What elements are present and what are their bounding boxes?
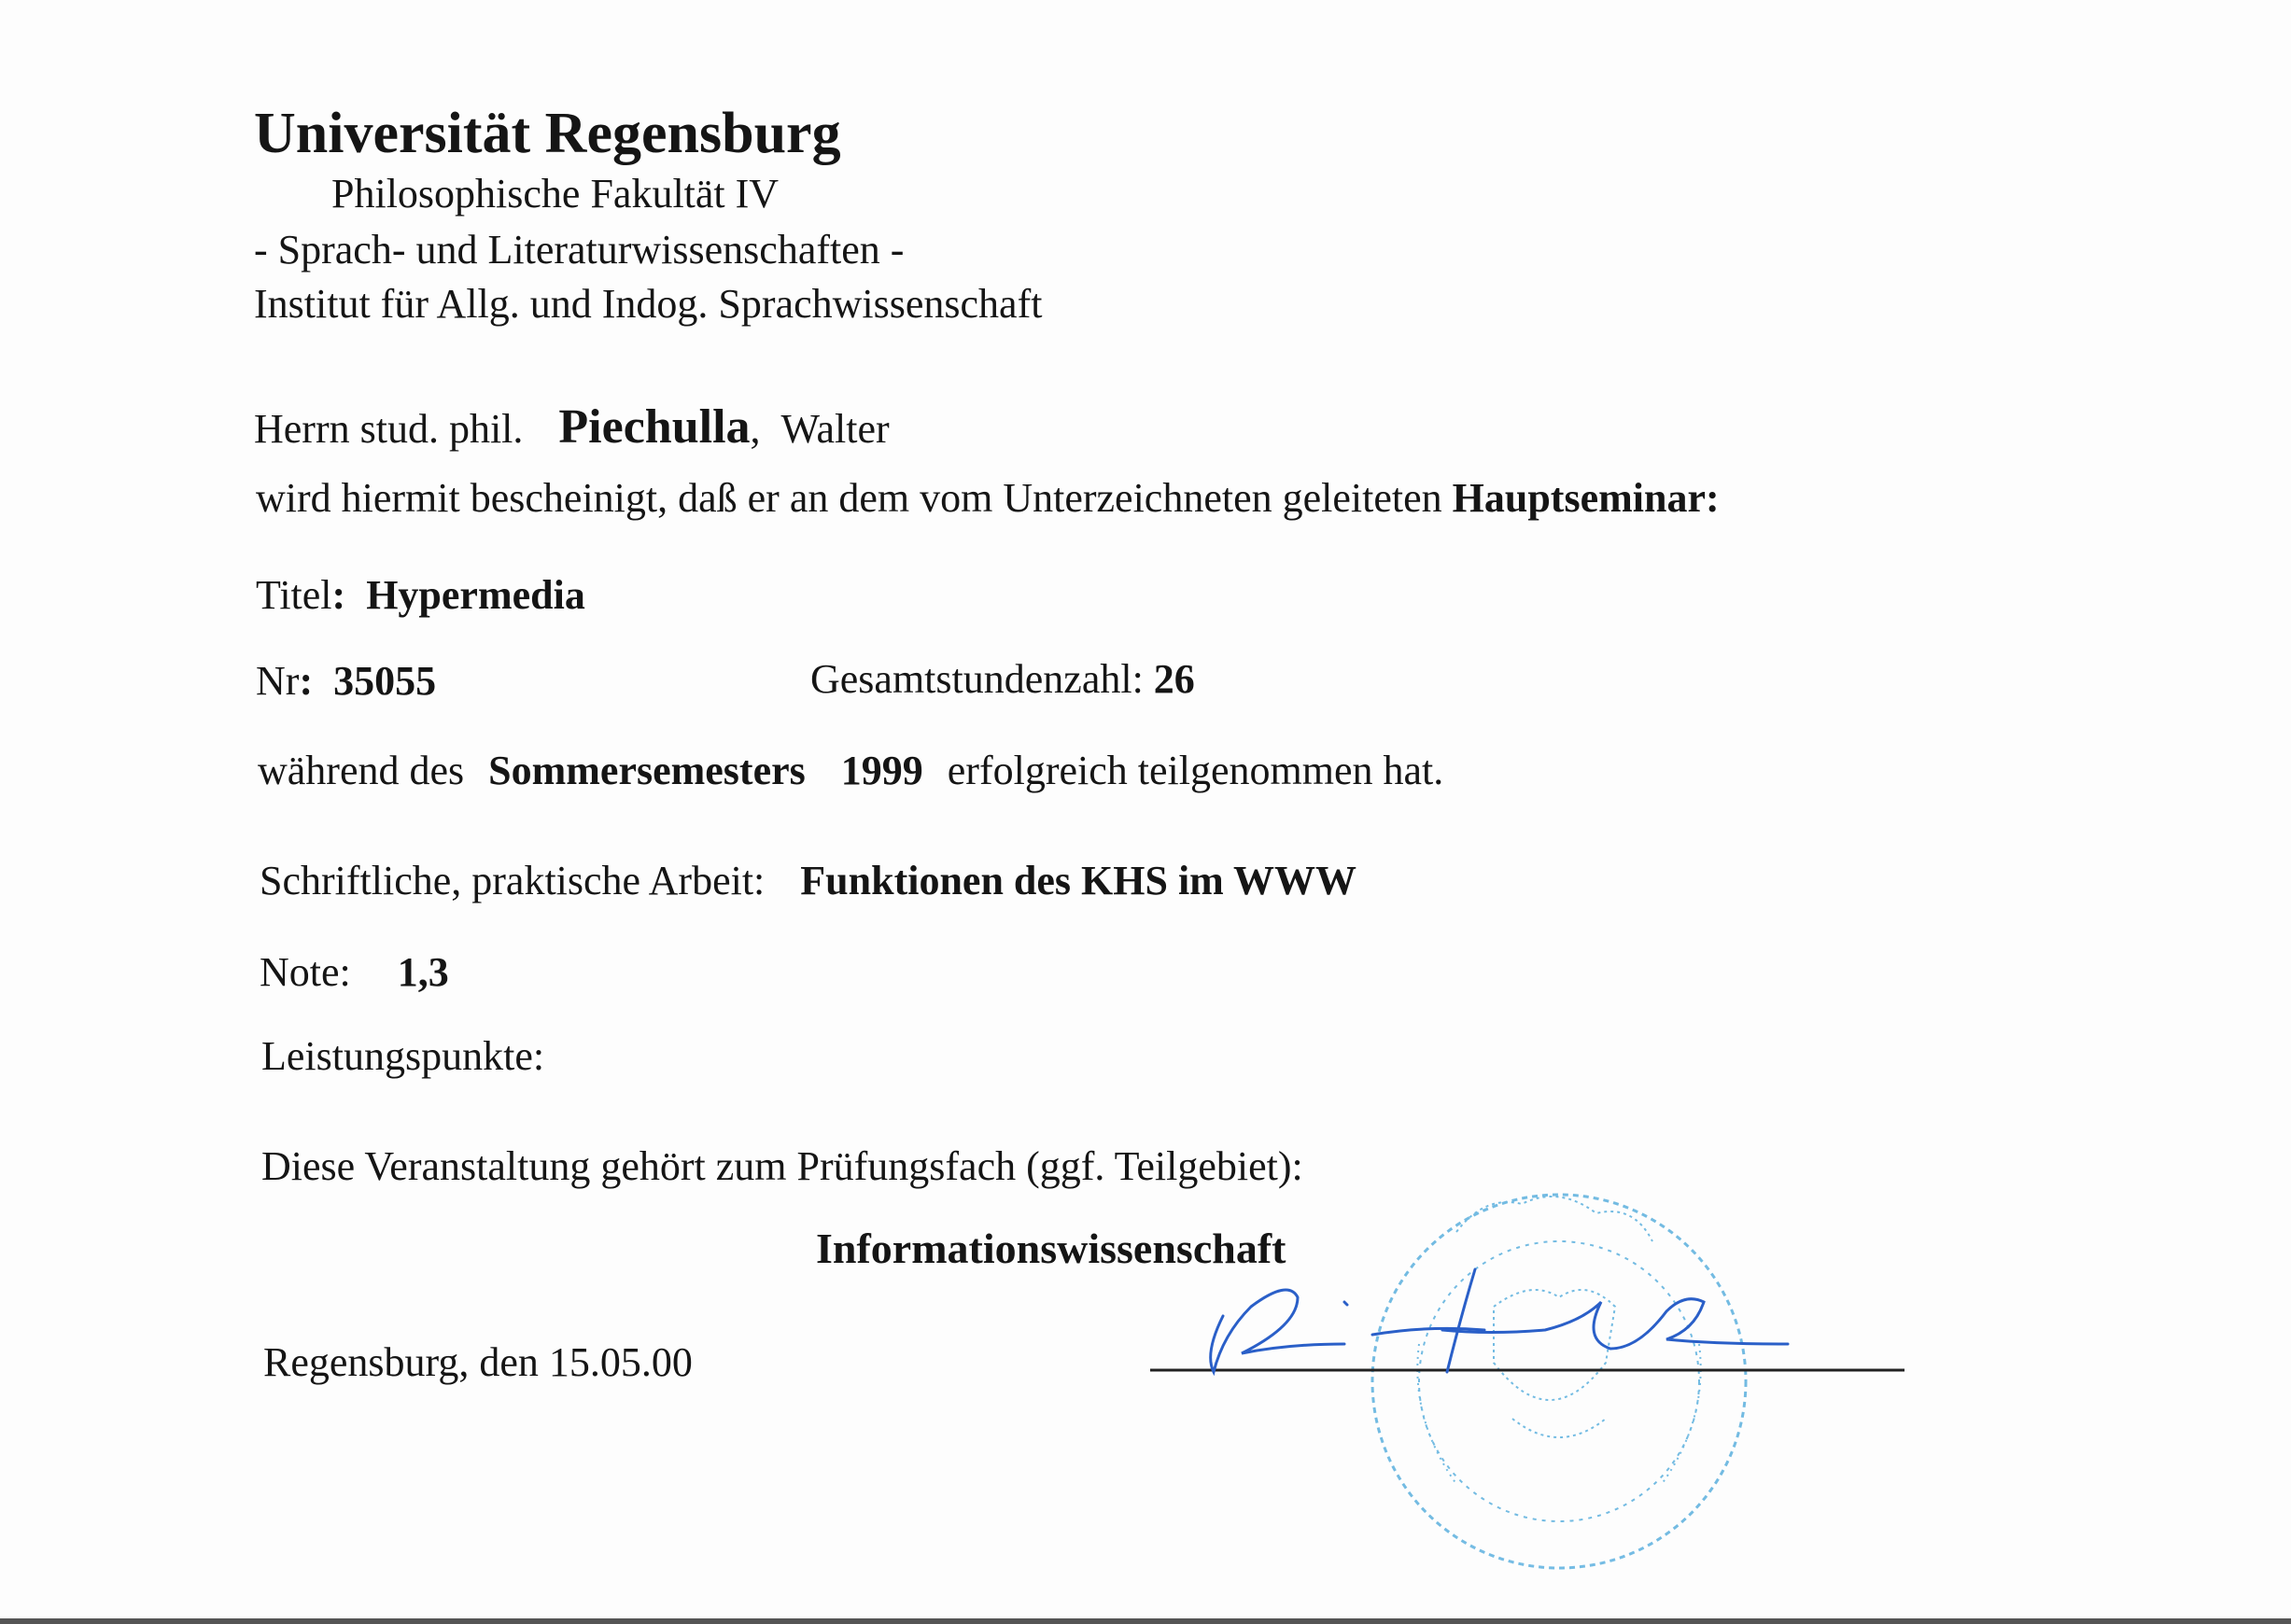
semester-year: 1999 bbox=[840, 748, 923, 793]
institute-name: Institut für Allg. und Indog. Sprachwissenschaft bbox=[254, 281, 1043, 327]
course-number-line bbox=[256, 658, 437, 704]
faculty-name: Philosophische Fakultät IV bbox=[331, 171, 780, 217]
recipient-line bbox=[254, 400, 890, 454]
statement-line bbox=[256, 475, 1720, 521]
grade-label: Note: bbox=[260, 949, 351, 995]
place-date: Regensburg, den 15.05.00 bbox=[263, 1339, 693, 1385]
semester-term: Sommersemesters bbox=[488, 748, 806, 793]
recipient-comma: , bbox=[750, 406, 761, 452]
recipient-prefix: Herrn stud. phil. bbox=[254, 406, 524, 452]
subject-value: Informationswissenschaft bbox=[816, 1225, 1286, 1272]
credits-line: Leistungspunkte: bbox=[261, 1033, 545, 1079]
department-name: - Sprach- und Literaturwissenschaften - bbox=[254, 227, 905, 273]
total-hours-label: Gesamtstundenzahl: bbox=[810, 656, 1144, 702]
course-title: Hypermedia bbox=[366, 572, 585, 618]
course-number: 35055 bbox=[333, 658, 437, 704]
total-hours-line bbox=[810, 656, 1195, 702]
recipient-surname: Piechulla bbox=[558, 400, 751, 454]
total-hours-value: 26 bbox=[1153, 656, 1195, 702]
semester-line bbox=[258, 750, 1443, 791]
handwritten-signature bbox=[1211, 1269, 1788, 1372]
recipient-first-name: Walter bbox=[780, 406, 890, 452]
university-seal-stamp bbox=[1372, 1195, 1746, 1568]
course-title-colon: : bbox=[331, 572, 346, 618]
subject-label: Diese Veranstaltung gehört zum Prüfungsfach (ggf. Teilgebiet): bbox=[261, 1143, 1303, 1189]
course-title-label: Titel bbox=[256, 572, 332, 618]
written-work-title: Funktionen des KHS im WWW bbox=[800, 858, 1357, 903]
university-name: Universität Regensburg bbox=[254, 102, 841, 165]
written-work-line bbox=[260, 858, 1357, 903]
semester-suffix: erfolgreich teilgenommen hat. bbox=[947, 748, 1444, 793]
course-number-colon: : bbox=[299, 658, 314, 704]
statement-text: wird hiermit bescheinigt, daß er an dem vom Unterzeichneten geleiteten bbox=[256, 475, 1442, 521]
course-type: Hauptseminar: bbox=[1452, 475, 1720, 521]
grade-value: 1,3 bbox=[397, 949, 449, 995]
course-number-label: Nr bbox=[256, 658, 300, 704]
course-title-line bbox=[256, 572, 585, 618]
semester-prefix: während des bbox=[258, 748, 465, 793]
written-work-label: Schriftliche, praktische Arbeit: bbox=[260, 858, 766, 903]
grade-line bbox=[260, 949, 449, 995]
scan-bottom-edge bbox=[0, 1618, 2291, 1624]
